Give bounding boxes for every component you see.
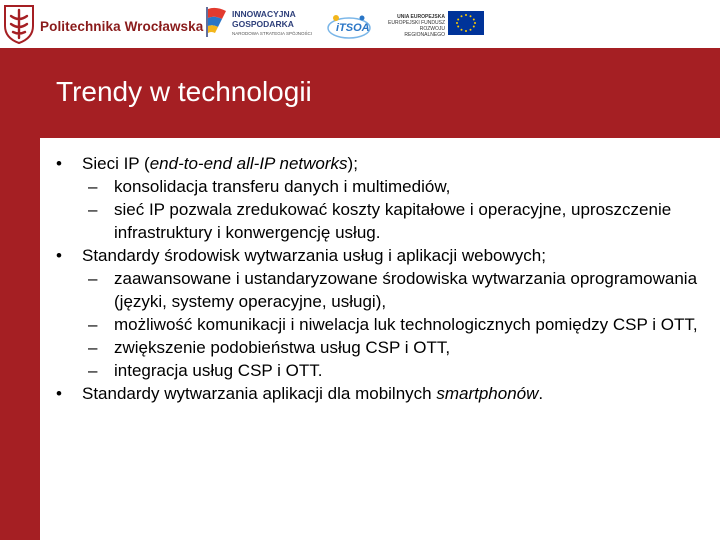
bullet-item [56, 152, 706, 175]
sub-bullet-marker: – [88, 361, 98, 380]
innovation-flag-icon [204, 5, 228, 39]
sub-bullet-item [56, 359, 706, 382]
innovation-logo-text: INNOWACYJNA GOSPODARKA [232, 9, 296, 29]
bullet-text: Standardy wytwarzania aplikacji dla mobilnych smartphonów. [82, 384, 544, 403]
bullet-marker: • [56, 384, 62, 403]
sub-bullet-marker: – [88, 338, 98, 357]
slide-title: Trendy w technologii [56, 76, 312, 107]
sub-bullet-item [56, 198, 706, 244]
sub-bullet-marker: – [88, 200, 98, 219]
sub-bullet-text: sieć IP pozwala zredukować koszty kapitałowe i operacyjne, uproszczenie infrastruktury i konwergencję usług. [114, 200, 672, 242]
left-stripe [0, 48, 40, 540]
logo-bar [0, 0, 720, 48]
sub-bullet-text: zaawansowane i ustandaryzowane środowiska wytwarzania oprogramowania (języki, systemy operacyjne, usługi), [114, 269, 698, 311]
title-band [40, 48, 720, 138]
sub-bullet-text: integracja usług CSP i OTT. [114, 361, 323, 380]
bullet-marker: • [56, 246, 62, 265]
eu-flag-icon [448, 11, 484, 35]
itsoa-logo-text: iTSOA [336, 22, 370, 34]
sub-bullet-text: zwiększenie podobieństwa usług CSP i OTT, [114, 338, 451, 357]
university-name: Politechnika Wrocławska [40, 19, 204, 34]
sub-bullet-text: możliwość komunikacji i niwelacja luk technologicznych pomiędzy CSP i OTT, [114, 315, 698, 334]
sub-bullet-item [56, 175, 706, 198]
sub-bullet-item [56, 267, 706, 313]
sub-bullet-marker: – [88, 315, 98, 334]
slide-content [56, 152, 706, 405]
sub-bullet-item [56, 336, 706, 359]
bullet-marker: • [56, 154, 62, 173]
bullet-text: Standardy środowisk wytwarzania usług i aplikacji webowych; [82, 246, 546, 265]
sub-bullet-item [56, 313, 706, 336]
bullet-item [56, 244, 706, 267]
eu-fund-text: UNIA EUROPEJSKA EUROPEJSKI FUNDUSZ ROZWOJU REGIONALNEGO [388, 14, 445, 38]
sub-bullet-marker: – [88, 177, 98, 196]
bullet-text: Sieci IP (end-to-end all-IP networks); [82, 154, 358, 173]
university-crest-icon [3, 4, 35, 44]
sub-bullet-marker: – [88, 269, 98, 288]
innovation-logo-tagline: NARODOWA STRATEGIA SPÓJNOŚCI [232, 31, 313, 36]
bullet-item [56, 382, 706, 405]
sub-bullet-text: konsolidacja transferu danych i multimediów, [114, 177, 451, 196]
